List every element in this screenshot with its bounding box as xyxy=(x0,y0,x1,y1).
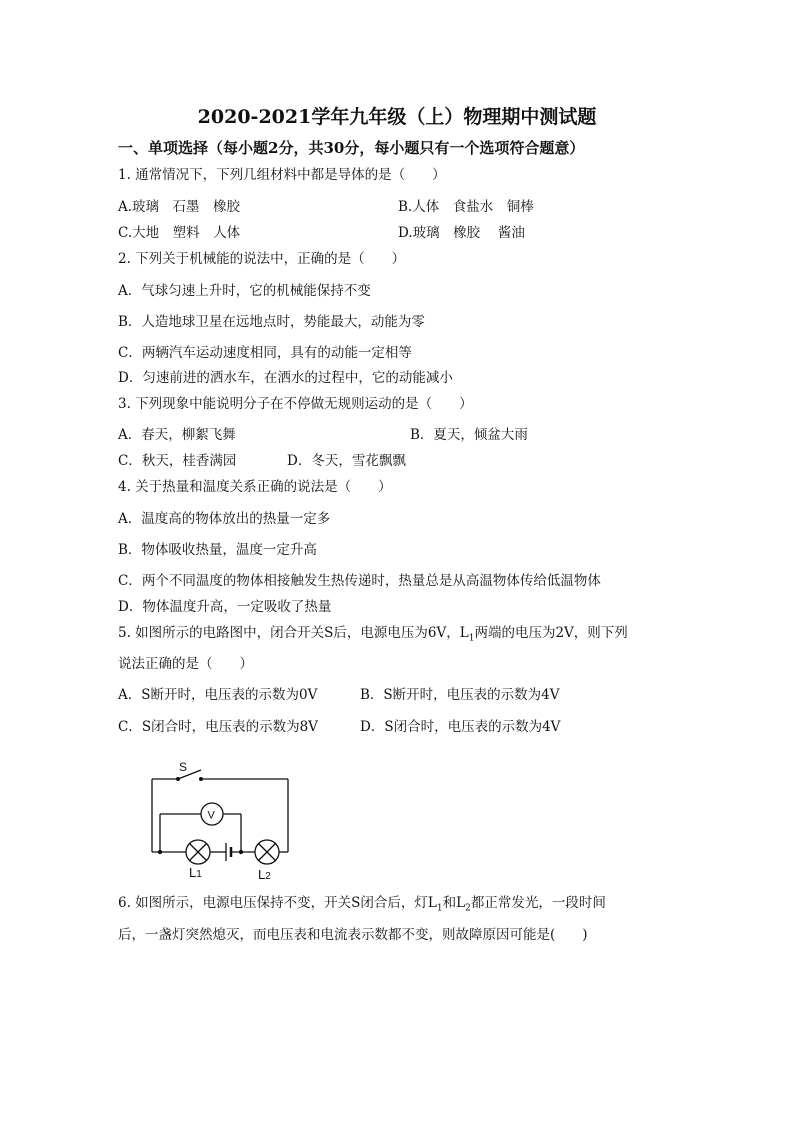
q2-option-b: B．人造地球卫星在远地点时，势能最大，动能为零 xyxy=(118,314,425,330)
q3-option-c: C．秋天，桂香满园 xyxy=(118,453,237,469)
section-heading: 一、单项选择（每小题2分，共30分，每小题只有一个选项符合题意） xyxy=(118,139,585,157)
q5-option-c: C．S闭合时，电压表的示数为8V xyxy=(118,719,318,735)
q3-option-d: D．冬天，雪花飘飘 xyxy=(287,453,406,469)
q1-option-c: C.大地 塑料 人体 xyxy=(118,225,241,241)
q3-option-b: B．夏天，倾盆大雨 xyxy=(410,427,528,443)
page-title: 2020-2021学年九年级（上）物理期中测试题 xyxy=(197,106,597,128)
q4-stem: 4. 关于热量和温度关系正确的说法是（ ） xyxy=(118,479,392,495)
lamp-l1-label xyxy=(189,865,202,880)
q4-option-c: C．两个不同温度的物体相接触发生热传递时，热量总是从高温物体传给低温物体 xyxy=(118,573,601,589)
q6-subscript-1: 1 xyxy=(436,903,443,914)
q2-option-d: D．匀速前进的洒水车，在洒水的过程中，它的动能减小 xyxy=(118,370,453,386)
q3-stem: 3. 下列现象中能说明分子在不停做无规则运动的是（ ） xyxy=(118,396,473,412)
q6-stem-part2: 和L xyxy=(442,895,466,911)
q2-option-c: C．两辆汽车运动速度相同，具有的动能一定相等 xyxy=(118,345,412,361)
q6-stem xyxy=(118,894,606,918)
q5-option-b: B．S断开时，电压表的示数为4V xyxy=(360,687,560,703)
lamp-l1-letter: L xyxy=(189,865,197,880)
q2-stem: 2. 下列关于机械能的说法中，正确的是（ ） xyxy=(118,251,406,267)
q1-option-d: D.玻璃 橡胶 酱油 xyxy=(398,225,525,241)
switch-contact-right xyxy=(199,777,203,781)
q2-option-a: A．气球匀速上升时，它的机械能保持不变 xyxy=(118,283,371,299)
q6-stem-line2: 后，一盏灯突然熄灭，而电压表和电流表示数都不变，则故障原因可能是( ) xyxy=(118,927,588,943)
q4-option-d: D．物体温度升高，一定吸收了热量 xyxy=(118,599,332,615)
lamp-l2-number: 2 xyxy=(265,871,271,882)
q6-stem-part3: 都正常发光，一段时间 xyxy=(470,895,606,911)
q4-option-b: B．物体吸收热量，温度一定升高 xyxy=(118,542,317,558)
voltmeter-label: V xyxy=(207,809,215,822)
q3-option-a: A．春天，柳絮飞舞 xyxy=(118,427,236,443)
q5-stem-part1: 5. 如图所示的电路图中，闭合开关S后，电源电压为6V，L xyxy=(118,625,469,641)
q1-option-b: B.人体 食盐水 铜棒 xyxy=(398,199,534,215)
q1-option-a: A.玻璃 石墨 橡胶 xyxy=(118,199,241,215)
q4-option-a: A．温度高的物体放出的热量一定多 xyxy=(118,511,331,527)
q6-stem-part1: 6. 如图所示，电源电压保持不变，开关S闭合后，灯L xyxy=(118,895,437,911)
lamp-l1-number: 1 xyxy=(196,869,202,880)
q5-stem xyxy=(118,624,628,648)
lamp-l2-letter: L xyxy=(258,867,266,882)
q5-stem-subscript: 1 xyxy=(468,633,475,644)
switch-contact-left xyxy=(176,777,180,781)
q5-option-d: D．S闭合时，电压表的示数为4V xyxy=(360,719,561,735)
switch-label: S xyxy=(179,760,188,774)
q5-stem-line2: 说法正确的是（ ） xyxy=(118,656,253,672)
circuit-diagram xyxy=(145,757,295,882)
q5-option-a: A．S断开时，电压表的示数为0V xyxy=(118,687,318,703)
lamp-l2-label xyxy=(258,867,271,882)
q5-stem-part2: 两端的电压为2V，则下列 xyxy=(474,625,628,641)
junction-left xyxy=(158,850,162,854)
q1-stem: 1. 通常情况下，下列几组材料中都是导体的是（ ） xyxy=(118,167,446,183)
junction-right xyxy=(239,850,243,854)
q6-subscript-2: 2 xyxy=(465,903,471,914)
